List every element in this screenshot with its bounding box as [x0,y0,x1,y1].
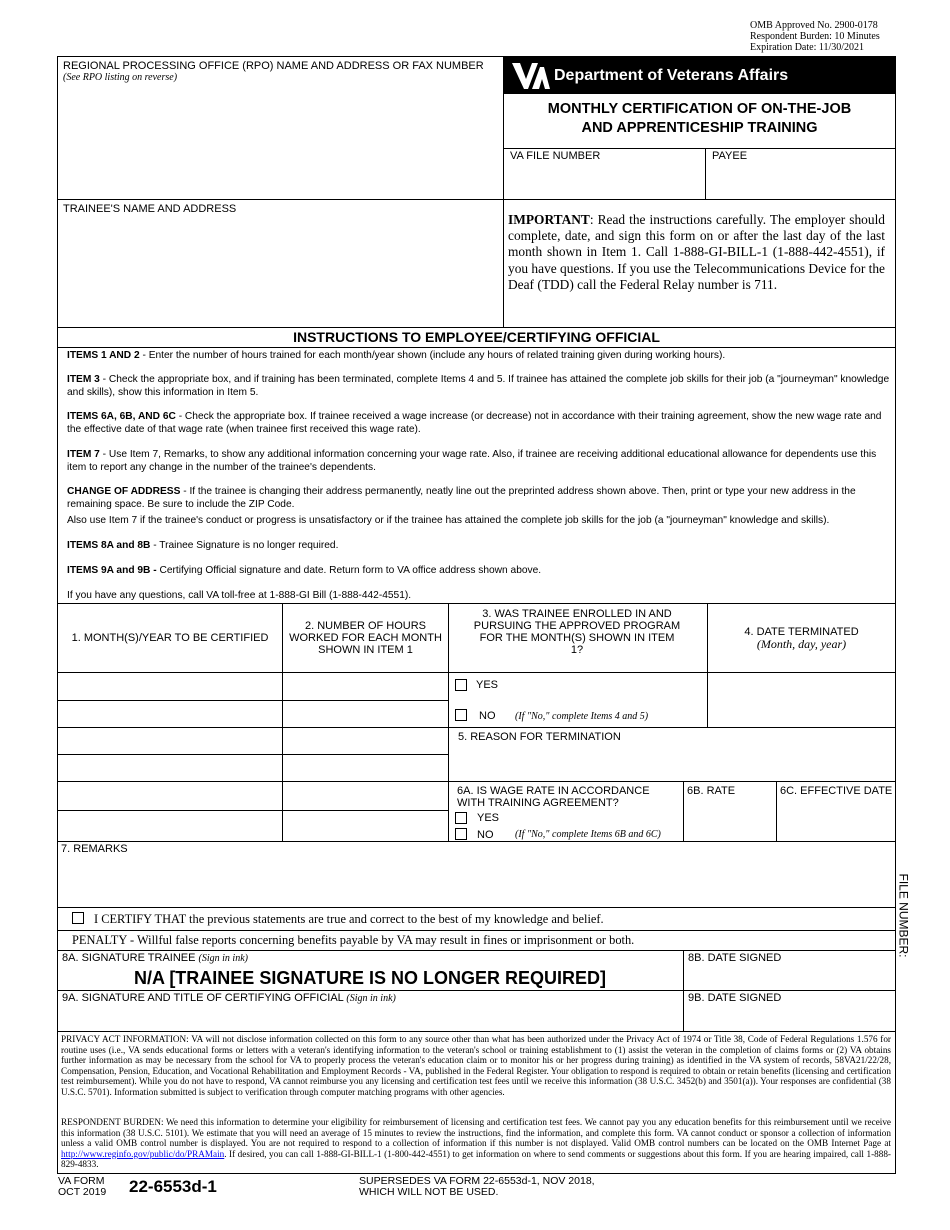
instr-text: - If the trainee is changing their address permanently, neatly line out the preprinted address shown above. Then, print or type your new address in the remaining space. Be sure to include the ZIP Code. [67,486,856,510]
omb-expiration: Expiration Date: 11/30/2021 [750,42,865,53]
instr-text: Certifying Official signature and date. Return form to VA office address shown above. [156,565,542,576]
instructions-title: INSTRUCTIONS TO EMPLOYEE/CERTIFYING OFFICIAL [293,329,660,345]
rpo-field[interactable] [63,86,499,196]
month-field-3[interactable] [59,729,280,753]
header-divider [503,56,504,327]
sig8a-label [62,952,248,965]
sig9a-field[interactable] [61,1006,679,1029]
col2-header: 2. NUMBER OF HOURS WORKED FOR EACH MONTH SHOWN IN ITEM 1 [289,619,442,656]
privacy-act: PRIVACY ACT INFORMATION: VA will not disclose information collected on this form to any source other than what has been authorized under the Privacy Act of 1974 or Title 38, Code of Federal Regulations 1.576 for routine uses (i.e., VA sends educational forms or letters with a veteran's identifying information to the veteran's school or training establishment to (1) assist the veteran in the completion of claims forms or (2) VA obtains further information as may be necessary from the school for VA to properly process the veteran's education claim or to monitor his or her progress during training) as identified in the VA system of records, 58VA21/22/28, Compensation, Pension, Education, and Vocational Rehabilitation and Employment Records - VA, published in the Federal Register. Your obligation to respond is required to obtain or retain benefits (licensing and certification test reimbursement). While you do not have to respond, VA cannot reimburse you any licensing and certification test fees until we receive this information (38 U.S.C. 3452(b) and 3501(a)). Your responses are confidential (38 U.S.C. 5701). Information submitted is subject to verification through computer matching programs with other agencies. [61,1034,891,1097]
agency-name: Department of Veterans Affairs [554,67,789,84]
col4-title: 4. DATE TERMINATED [744,625,859,638]
rule [57,727,896,728]
reason-label: 5. REASON FOR TERMINATION [458,731,621,743]
respondent-burden [61,1117,891,1170]
instr-change-address [67,486,897,511]
effective-date-label: 6C. EFFECTIVE DATE [780,785,893,797]
file-number-label [895,875,911,960]
instr-text: Also use Item 7 if the trainee's conduct or progress is unsatisfactory or if the trainee has attained the complete job skills for the job (a "journeyman" knowledge and skills). [67,515,830,526]
instr-text: - Check the appropriate box. If trainee received a wage increase (or decrease) not in accordance with their training agreement, show the new wage rate and the effective date of that wage rate (when trainee first received this wage rate). [67,411,882,435]
date9b-field[interactable] [687,1006,893,1029]
footer-supersedes [359,1176,595,1198]
rule [57,327,896,328]
footer-va-form-label: VA FORM [58,1175,105,1187]
important-notice [508,212,885,293]
rule [57,754,448,755]
sig8a-note: (Sign in ink) [198,953,248,964]
col1-header: 1. MONTH(S)/YEAR TO BE CERTIFIED [71,631,269,644]
rule [448,603,449,841]
rule [57,810,448,811]
remarks-field[interactable] [60,857,893,905]
date-terminated-field[interactable] [710,674,894,725]
month-field-2[interactable] [59,702,280,726]
rate-label: 6B. RATE [687,785,736,797]
rule [57,199,896,200]
instr-items-1-2 [67,350,897,363]
rule [57,990,896,991]
rule [57,907,896,908]
rule [705,148,706,200]
rule [57,930,896,931]
month-field-5[interactable] [59,783,280,809]
month-field-6[interactable] [59,812,280,840]
footer-date: OCT 2019 [58,1186,107,1198]
enrolled-no-label: NO [479,710,496,722]
certify-checkbox[interactable] [72,912,84,924]
rule [57,1031,896,1032]
va-logo-icon [510,59,550,91]
rule [57,841,896,842]
important-text: : Read the instructions carefully. The employer should complete, date, and sign this form on or after the last day of the last month shown in Item 1. Call 1-888-GI-BILL-1 (1-888-442-4551), if you have questions. If you use the Telecommunications Device for the Deaf (TDD) call the Federal Relay number is 711. [508,212,885,292]
sig8a-value: N/A [TRAINEE SIGNATURE IS NO LONGER REQUIRED] [133,968,607,988]
wage-yes-label: YES [477,812,500,824]
enrolled-yes-label: YES [476,679,499,691]
rule [503,148,896,149]
wage-no-checkbox[interactable] [455,828,467,840]
date8b-field[interactable] [687,966,893,988]
instr-bold: ITEMS 9A and 9B - [67,565,157,576]
va-file-label: VA FILE NUMBER [510,150,601,162]
sig8a-title: 8A. SIGNATURE TRAINEE [62,952,196,964]
wage-no-label: NO [477,829,494,841]
trainee-label: TRAINEE'S NAME AND ADDRESS [63,203,237,215]
remarks-label: 7. REMARKS [61,843,128,855]
form-title-line2: AND APPRENTICESHIP TRAINING [581,120,818,136]
trainee-field[interactable] [63,217,499,323]
sig9a-title: 9A. SIGNATURE AND TITLE OF CERTIFYING OFFICIAL [62,992,344,1004]
omb-block [750,20,880,53]
va-file-field[interactable] [506,164,702,198]
month-field-4[interactable] [59,756,280,780]
payee-field[interactable] [708,164,893,198]
omb-burden: Respondent Burden: 10 Minutes [750,31,880,42]
instr-bold: ITEMS 8A and 8B [67,540,151,551]
certify-text: I CERTIFY THAT the previous statements are true and correct to the best of my knowledge and belief. [94,912,604,926]
reason-field[interactable] [452,745,892,779]
instr-bold: ITEM 3 [67,374,100,385]
instr-items-8 [67,540,897,553]
instr-text: - Check the appropriate box, and if training has been terminated, complete Items 4 and 5. If trainee has attained the complete job skills for their job (a "journeyman" knowledge and skills), show this information in Item 5. [67,374,890,398]
instr-bold: ITEMS 6A, 6B, AND 6C [67,411,176,422]
instr-text: - Use Item 7, Remarks, to show any additional information concerning your wage rate. Also, if trainee are receiving additional educational allowance for dependents use this item to report any change in the number of the trainee's dependents. [67,449,877,473]
instr-bold: ITEMS 1 AND 2 [67,350,140,361]
va-banner [504,57,895,94]
file-number-text: FILE NUMBER: [896,873,911,958]
enrolled-no-checkbox[interactable] [455,709,467,721]
rule [776,781,777,841]
burden-text-end: . If desired, you can call 1-888-GI-BILL-1 (1-800-442-4551) to get information on where to send comments or suggestions about this form. If you are hearing impaired, call 1-888-829-4833. [61,1148,891,1170]
footer-form-number: 22-6553d-1 [129,1177,217,1196]
instr-items-6 [67,411,897,436]
col4-header [708,604,895,671]
omb-link[interactable]: http://www.reginfo.gov/public/do/PRAMain [61,1148,225,1159]
col4-note: (Month, day, year) [756,636,847,651]
rule [57,672,896,673]
penalty-text: PENALTY - Willful false reports concerning benefits payable by VA may result in fines or imprisonment or both. [72,933,635,947]
form-title-line1: MONTHLY CERTIFICATION OF ON-THE-JOB [547,101,852,117]
form-title [504,100,895,138]
instr-text: If you have any questions, call VA toll-free at 1-888-GI Bill (1-888-442-4551). [67,590,412,601]
wage-label: 6A. IS WAGE RATE IN ACCORDANCE WITH TRAINING AGREEMENT? [457,785,650,809]
rule [57,700,448,701]
rule [57,950,896,951]
rate-field[interactable] [686,800,774,839]
instr-item-7 [67,449,897,474]
rule [57,781,896,782]
effective-date-field[interactable] [779,800,893,839]
enrolled-yes-checkbox[interactable] [455,679,467,691]
burden-text: RESPONDENT BURDEN: We need this information to determine your eligibility for reimbursement of licensing and certification test fees. We cannot pay you any education benefits for this reimbursement until we receive this information (38 U.S.C. 5101). We estimate that you will need an average of 15 minutes to review the instructions, find the information, and complete this form. VA cannot conduct or sponsor a collection of information unless a valid OMB control number is displayed. You are not required to respond to a collection of information if this number is not displayed. Valid OMB control numbers can be located on the OMB Internet Page at [61,1117,891,1149]
sig9a-label [62,992,396,1005]
date9b-label: 9B. DATE SIGNED [688,992,782,1004]
payee-label: PAYEE [712,150,748,162]
wage-no-note: (If "No," complete Items 6B and 6C) [515,829,661,840]
wage-yes-checkbox[interactable] [455,812,467,824]
footer-va-form [58,1176,106,1198]
date8b-label: 8B. DATE SIGNED [688,952,782,964]
instr-questions [67,590,897,603]
instr-bold: CHANGE OF ADDRESS [67,486,181,497]
hours-field-6[interactable] [285,812,446,840]
hours-field-2[interactable] [285,702,446,726]
instr-text: - Enter the number of hours trained for each month/year shown (include any hours of related training given during working hours). [139,350,726,361]
supersedes-line2: WHICH WILL NOT BE USED. [359,1186,499,1198]
rule [57,347,896,348]
rpo-label: REGIONAL PROCESSING OFFICE (RPO) NAME AND ADDRESS OR FAX NUMBER [63,60,484,72]
instr-text: - Trainee Signature is no longer required. [150,540,339,551]
important-bold: IMPORTANT [508,212,590,227]
supersedes-line1: SUPERSEDES VA FORM 22-6553d-1, NOV 2018, [359,1175,595,1187]
rpo-note: (See RPO listing on reverse) [63,72,178,83]
hours-field-5[interactable] [285,783,446,809]
rule [683,781,684,841]
enrolled-no-note: (If "No," complete Items 4 and 5) [515,711,649,722]
instr-conduct [67,515,897,528]
month-field-1[interactable] [59,674,280,699]
instr-item-3 [67,374,897,399]
sig9a-note: (Sign in ink) [346,993,396,1004]
hours-field-4[interactable] [285,756,446,780]
rule [282,603,283,841]
hours-field-3[interactable] [285,729,446,753]
omb-approved: OMB Approved No. 2900-0178 [750,20,878,31]
hours-field-1[interactable] [285,674,446,699]
instr-items-9 [67,565,897,578]
col3-header: 3. WAS TRAINEE ENROLLED IN AND PURSUING THE APPROVED PROGRAM FOR THE MONTH(S) SHOWN IN ITEM 1? [473,607,681,656]
instr-bold: ITEM 7 [67,449,100,460]
